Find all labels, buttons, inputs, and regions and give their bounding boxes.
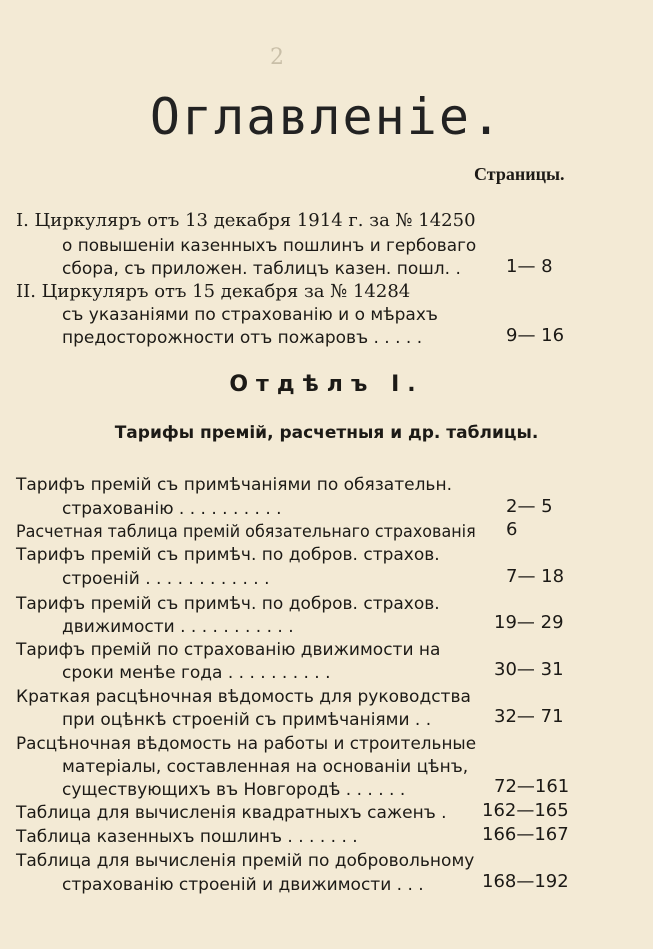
toc-entry-6-line-2: при оцѣнкѣ строеній съ примѣчаніями . . xyxy=(62,710,432,730)
toc-entry-9-pages: 166—167 xyxy=(482,824,569,845)
intro-item-2-line-3: предосторожности отъ пожаровъ . . . . . xyxy=(62,328,423,348)
intro-item-2-line-2: съ указаніями по страхованію и о мѣрахъ xyxy=(62,305,438,325)
intro-item-1-line-2: о повышеніи казенныхъ пошлинъ и гербоваго xyxy=(62,236,477,256)
pages-column-header: Страницы. xyxy=(474,164,565,184)
toc-entry-1-pages: 2— 5 xyxy=(506,496,553,517)
toc-entry-8-pages: 162—165 xyxy=(482,800,569,821)
toc-entry-2-pages: 6 xyxy=(506,519,518,540)
toc-entry-3-line-1: Тарифъ премій съ примѣч. по добров. страхов. xyxy=(16,545,440,565)
section-subtitle: Тарифы премій, расчетныя и др. таблицы. xyxy=(114,423,539,443)
toc-entry-9-line-1: Таблица казенныхъ пошлинъ . . . . . . . xyxy=(16,827,358,847)
intro-item-1-line-3: сбора, съ приложен. таблицъ казен. пошл. . xyxy=(62,259,461,279)
page-title: Оглавленіе. xyxy=(149,88,504,146)
intro-item-1-pages: 1— 8 xyxy=(506,256,553,277)
toc-entry-6-line-1: Краткая расцѣночная вѣдомость для руководства xyxy=(16,687,471,707)
toc-entry-8-line-1: Таблица для вычисленія квадратныхъ саженъ . xyxy=(16,803,447,823)
page-number: 2 xyxy=(270,45,284,70)
toc-entry-1-line-1: Тарифъ премій съ примѣчаніями по обязательн. xyxy=(16,475,452,495)
toc-entry-4-line-1: Тарифъ премій съ примѣч. по добров. страхов. xyxy=(16,594,440,614)
intro-item-2-pages: 9— 16 xyxy=(506,325,565,346)
toc-entry-5-line-1: Тарифъ премій по страхованію движимости на xyxy=(16,640,441,660)
toc-entry-7-line-2: матеріалы, составленная на основаніи цѣнъ, xyxy=(62,757,469,777)
toc-entry-3-pages: 7— 18 xyxy=(506,566,565,587)
toc-entry-6-pages: 32— 71 xyxy=(494,706,564,727)
section-title: Отдѣлъ I. xyxy=(229,372,424,397)
intro-item-2-line-1: II. Циркуляръ отъ 15 декабря за № 14284 xyxy=(16,281,411,302)
toc-entry-10-line-2: страхованію строеній и движимости . . . xyxy=(62,875,424,895)
toc-entry-10-line-1: Таблица для вычисленія премій по добровольному xyxy=(16,851,475,871)
toc-entry-7-line-1: Расцѣночная вѣдомость на работы и строительные xyxy=(16,734,477,754)
toc-entry-2-line-1: Расчетная таблица премій обязательнаго страхованія xyxy=(16,522,476,542)
toc-entry-10-pages: 168—192 xyxy=(482,871,569,892)
toc-entry-4-pages: 19— 29 xyxy=(494,612,564,633)
toc-entry-7-line-3: существующихъ въ Новгородѣ . . . . . . xyxy=(62,780,406,800)
toc-entry-5-line-2: сроки менѣе года . . . . . . . . . . xyxy=(62,663,331,683)
toc-entry-5-pages: 30— 31 xyxy=(494,659,564,680)
intro-item-1-line-1: I. Циркуляръ отъ 13 декабря 1914 г. за № 14250 xyxy=(16,210,476,231)
toc-entry-4-line-2: движимости . . . . . . . . . . . xyxy=(62,617,294,637)
toc-entry-7-pages: 72—161 xyxy=(494,776,570,797)
toc-entry-3-line-2: строеній . . . . . . . . . . . . xyxy=(62,569,270,589)
toc-entry-1-line-2: страхованію . . . . . . . . . . xyxy=(62,499,282,519)
